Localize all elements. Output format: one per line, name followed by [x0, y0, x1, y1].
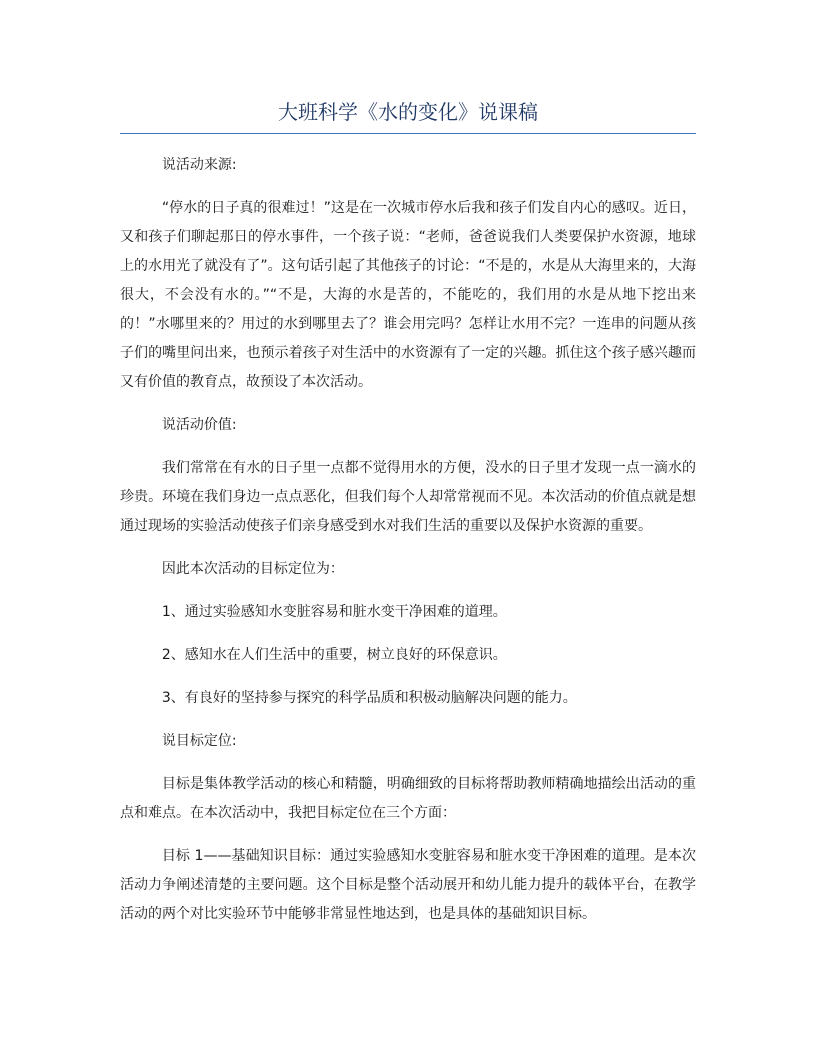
goal-item-1: 1、通过实验感知水变脏容易和脏水变干净困难的道理。	[161, 604, 507, 620]
document-body	[120, 151, 696, 943]
goal-item-3: 3、有良好的坚持参与探究的科学品质和积极动脑解决问题的能力。	[161, 690, 577, 706]
paragraph-value: 我们常常在有水的日子里一点都不觉得用水的方便，没水的日子里才发现一点一滴水的珍贵。环境在我们身边一点点恶化，但我们每个人却常常视而不见。本次活动的价值点就是想通过现场的实验活动使孩子们亲身感受到水对我们生活的重要以及保护水资源的重要。	[120, 460, 696, 534]
section-heading-source: 说活动来源:	[161, 157, 237, 173]
document-title: 大班科学《水的变化》说课稿	[278, 100, 538, 124]
goals-intro: 因此本次活动的目标定位为：	[161, 561, 344, 577]
paragraph-goals: 目标是集体教学活动的核心和精髓，明确细致的目标将帮助教师精确地描绘出活动的重点和难点。在本次活动中，我把目标定位在三个方面：	[120, 776, 696, 821]
section-heading-value: 说活动价值:	[161, 417, 237, 433]
section-heading-goals: 说目标定位:	[161, 733, 237, 749]
goal-item-2: 2、感知水在人们生活中的重要，树立良好的环保意识。	[161, 647, 507, 663]
title-underline	[120, 133, 696, 134]
paragraph-goal-1: 目标 1——基础知识目标：通过实验感知水变脏容易和脏水变干净困难的道理。是本次活动力争阐述清楚的主要问题。这个目标是整个活动展开和幼儿能力提升的载体平台，在教学活动的两个对比实验环节中能够非常显性地达到，也是具体的基础知识目标。	[120, 848, 696, 922]
paragraph-source: “停水的日子真的很难过！”这是在一次城市停水后我和孩子们发自内心的感叹。近日，又和孩子们聊起那日的停水事件，一个孩子说：“老师，爸爸说我们人类要保护水资源，地球上的水用光了就没有了”。这句话引起了其他孩子的讨论：“不是的，水是从大海里来的，大海很大，不会没有水的。”“不是，大海的水是苦的，不能吃的，我们用的水是从地下挖出来的！”水哪里来的？用过的水到哪里去了？谁会用完吗？怎样让水用不完？一连串的问题从孩子们的嘴里问出来，也预示着孩子对生活中的水资源有了一定的兴趣。抓住这个孩子感兴趣而又有价值的教育点，故预设了本次活动。	[120, 200, 696, 390]
